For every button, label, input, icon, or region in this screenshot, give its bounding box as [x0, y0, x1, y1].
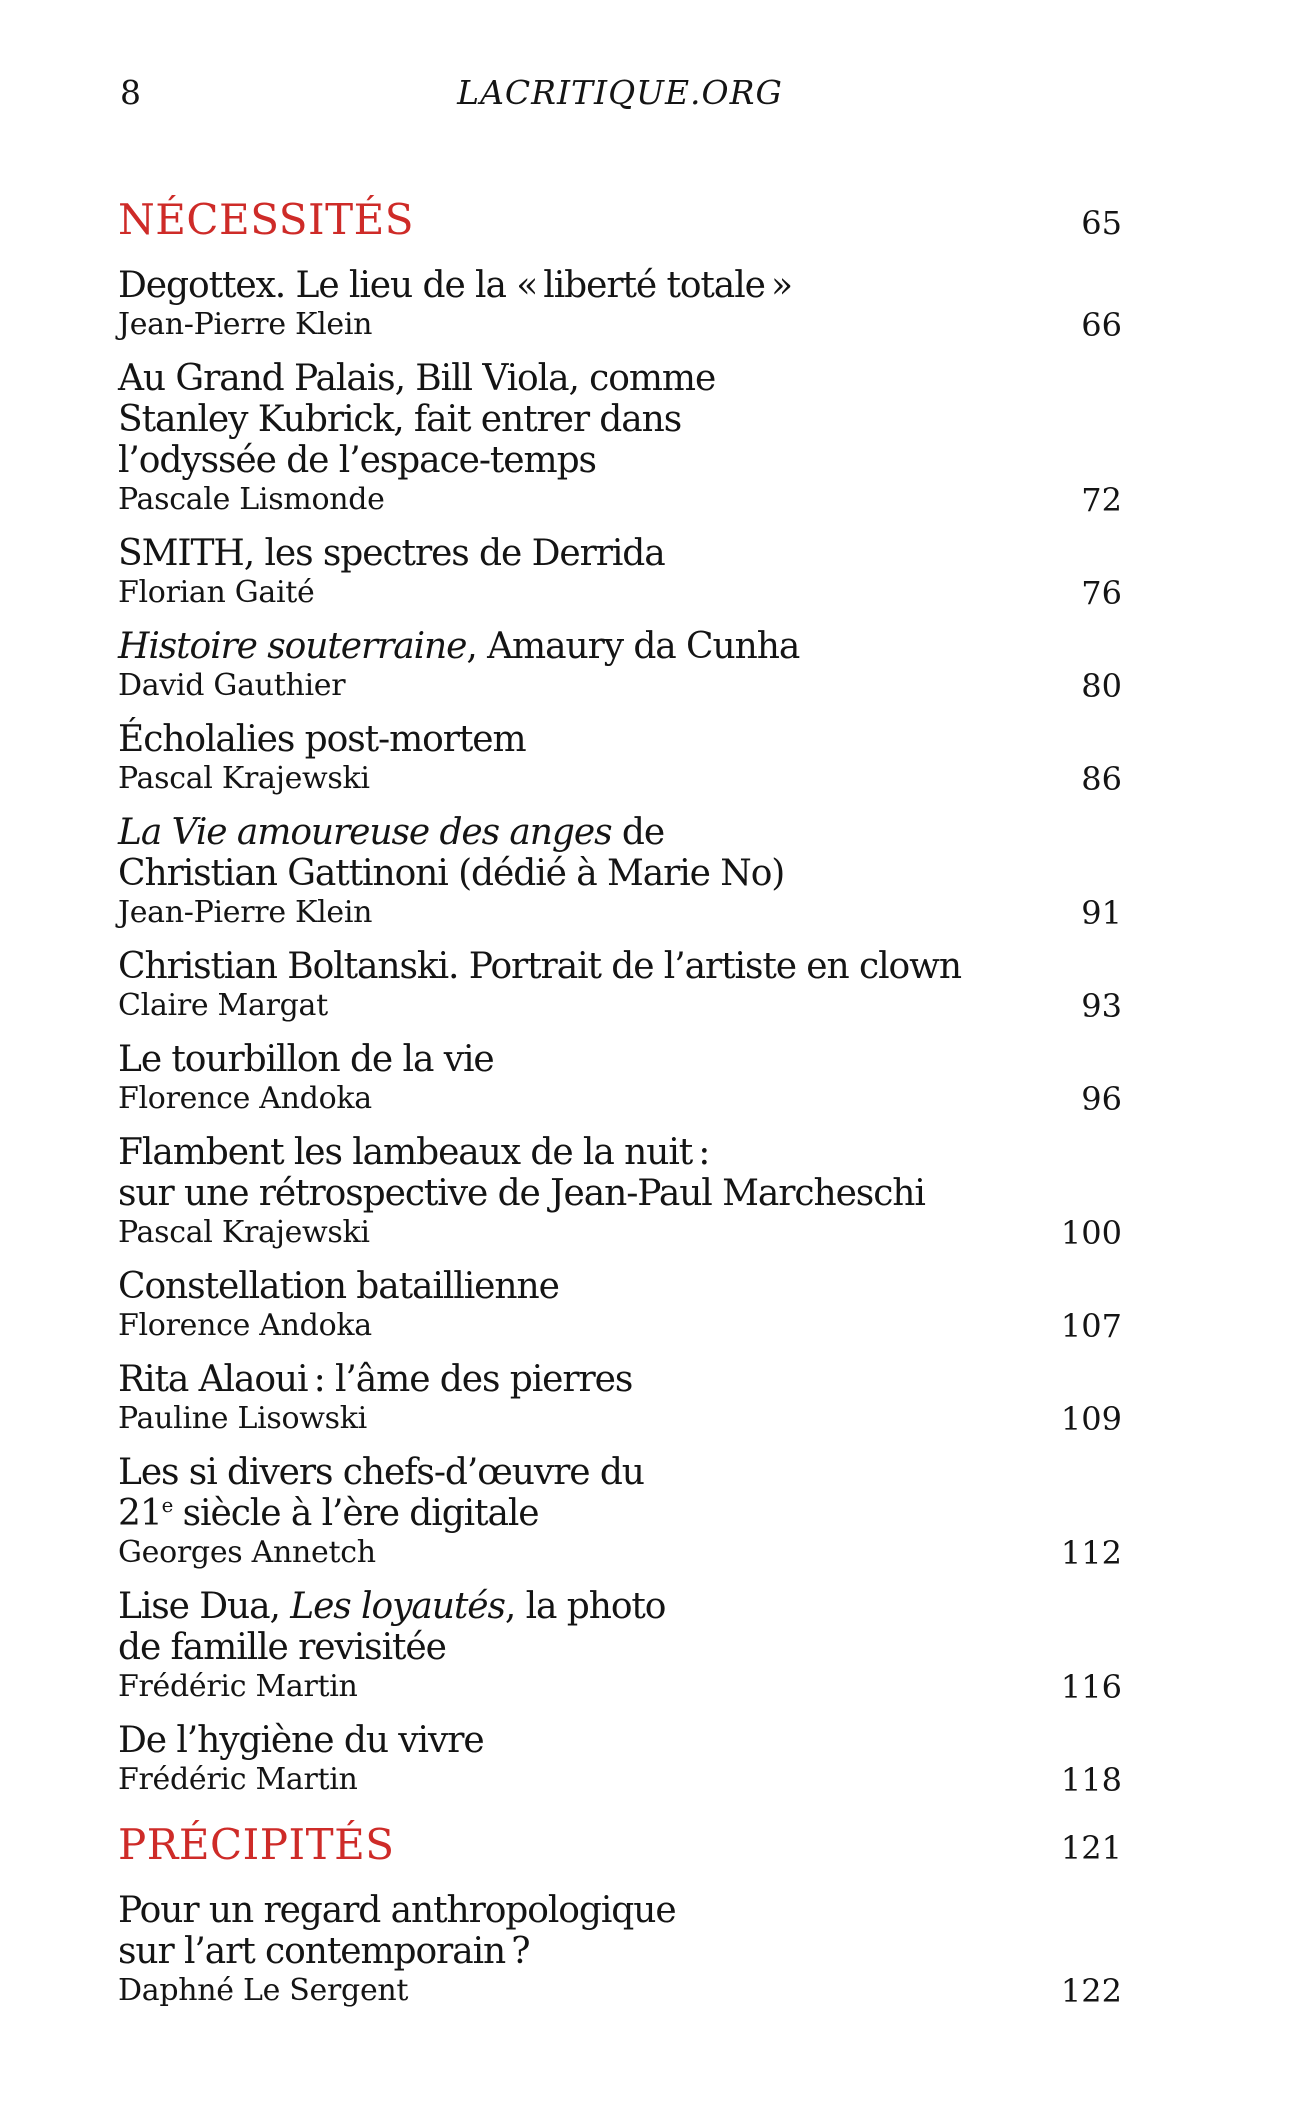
toc-entry-text: [118, 1586, 665, 1706]
toc-entry-author: Pauline Lisowski: [118, 1401, 367, 1436]
toc-entry-title: [118, 533, 665, 574]
toc-entry-text: [118, 1890, 676, 2010]
toc-entry-title: [118, 1452, 644, 1534]
entry-page-number: 96: [1081, 1080, 1122, 1118]
toc-entry-row: [118, 812, 1122, 932]
toc-entry-row: [118, 1359, 1122, 1438]
toc-entry-title-line: Degottex. Le lieu de la « liberté totale »: [118, 265, 792, 306]
toc-entry-text: [118, 1039, 494, 1118]
toc-entry-title-line: Les si divers chefs-d’œuvre du: [118, 1452, 644, 1493]
section-heading: PRÉCIPITÉS: [118, 1820, 395, 1869]
toc-entry-title: [118, 946, 961, 987]
toc-entry-title: [118, 1890, 676, 1972]
toc-entry-author: David Gauthier: [118, 668, 346, 703]
entry-page-number: 66: [1081, 306, 1122, 344]
toc-entry-title: [118, 1586, 665, 1668]
section-page-number: 121: [1060, 1829, 1122, 1867]
toc-entry-author: Florence Andoka: [118, 1081, 372, 1116]
toc-entry-author: Jean-Pierre Klein: [118, 895, 373, 930]
toc-entry-title-line: Constellation bataillienne: [118, 1266, 559, 1307]
toc-entry-author: Georges Annetch: [118, 1535, 376, 1570]
toc-entry-author: Daphné Le Sergent: [118, 1973, 409, 2008]
toc-entry-title-line: Histoire souterraine, Amaury da Cunha: [118, 626, 800, 667]
toc-entry-title-line: La Vie amoureuse des anges de: [118, 812, 665, 853]
entry-page-number: 109: [1060, 1400, 1122, 1438]
toc-entry-author: Florence Andoka: [118, 1308, 372, 1343]
folio-page-number: 8: [120, 73, 141, 112]
toc-entry-title-line: 21e siècle à l’ère digitale: [118, 1493, 539, 1534]
toc-entry-title-line: Christian Gattinoni (dédié à Marie No): [118, 853, 785, 894]
toc-entry-row: [118, 1039, 1122, 1118]
toc-entry-author: Claire Margat: [118, 988, 328, 1023]
toc-entry-text: [118, 946, 961, 1025]
section-page-number: 65: [1081, 204, 1122, 242]
toc-entry-text: [118, 812, 784, 932]
toc-entry-author: Frédéric Martin: [118, 1669, 358, 1704]
toc-entry-title: [118, 719, 526, 760]
toc-entry-title: [118, 1266, 559, 1307]
entry-page-number: 76: [1081, 574, 1122, 612]
toc-entry-title-line: Christian Boltanski. Portrait de l’artiste en clown: [118, 946, 961, 987]
toc-entry-title-line: Lise Dua, Les loyautés, la photo: [118, 1586, 666, 1627]
section-heading: NÉCESSITÉS: [118, 195, 415, 244]
toc-entry-text: [118, 1720, 484, 1799]
toc-entry-title-line: Au Grand Palais, Bill Viola, comme: [118, 358, 716, 399]
toc-entry-title-line: Écholalies post-mortem: [118, 719, 526, 760]
toc-entry-text: [118, 1266, 559, 1345]
toc-entry-row: [118, 265, 1122, 344]
toc-entry-row: [118, 1132, 1122, 1252]
toc-entry-title-line: De l’hygiène du vivre: [118, 1720, 484, 1761]
toc-entry-author: Florian Gaité: [118, 575, 315, 610]
toc-entry-row: [118, 533, 1122, 612]
entry-page-number: 91: [1081, 894, 1122, 932]
entry-page-number: 80: [1081, 667, 1122, 705]
toc-section-row: [118, 196, 1122, 247]
toc-entry-author: Frédéric Martin: [118, 1762, 358, 1797]
entry-page-number: 72: [1081, 481, 1122, 519]
toc-entry-row: [118, 1890, 1122, 2010]
toc-entry-text: [118, 626, 799, 705]
toc-entry-title-line: Pour un regard anthropologique: [118, 1890, 676, 1931]
toc-entry-text: [118, 1132, 925, 1252]
entry-page-number: 100: [1060, 1214, 1122, 1252]
toc-entry-text: [118, 533, 665, 612]
table-of-contents: [118, 196, 1122, 2010]
toc-entry-title: [118, 1132, 925, 1214]
toc-entry-row: [118, 1266, 1122, 1345]
toc-entry-title-line: Flambent les lambeaux de la nuit :: [118, 1132, 710, 1173]
toc-entry-title: [118, 812, 784, 894]
toc-entry-title-line: sur l’art contemporain ?: [118, 1931, 530, 1972]
running-head-title: LACRITIQUE.ORG: [457, 73, 783, 112]
toc-entry-title: [118, 626, 799, 667]
toc-entry-text: [118, 265, 792, 344]
toc-entry-title-line: l’odyssée de l’espace-temps: [118, 440, 596, 481]
toc-entry-row: [118, 1586, 1122, 1706]
toc-entry-text: [118, 358, 715, 519]
toc-entry-row: [118, 946, 1122, 1025]
entry-page-number: 107: [1060, 1307, 1122, 1345]
toc-entry-row: [118, 1452, 1122, 1572]
toc-entry-author: Pascale Lismonde: [118, 482, 385, 517]
toc-entry-row: [118, 1720, 1122, 1799]
entry-page-number: 122: [1060, 1972, 1122, 2010]
toc-entry-text: [118, 1452, 644, 1572]
toc-entry-title: [118, 265, 792, 306]
entry-page-number: 93: [1081, 987, 1122, 1025]
toc-entry-row: [118, 626, 1122, 705]
entry-page-number: 112: [1060, 1534, 1122, 1572]
toc-entry-title: [118, 1720, 484, 1761]
toc-entry-title: [118, 1359, 632, 1400]
toc-entry-title-line: Rita Alaoui : l’âme des pierres: [118, 1359, 633, 1400]
toc-section-row: [118, 1821, 1122, 1872]
toc-entry-author: Pascal Krajewski: [118, 1215, 370, 1250]
toc-entry-text: [118, 1359, 632, 1438]
toc-entry-author: Jean-Pierre Klein: [118, 307, 373, 342]
toc-entry-title-line: sur une rétrospective de Jean-Paul Marcheschi: [118, 1173, 925, 1214]
entry-page-number: 86: [1081, 760, 1122, 798]
toc-entry-title-line: de famille revisitée: [118, 1627, 446, 1668]
toc-entry-title: [118, 1039, 494, 1080]
page-header: [118, 70, 1122, 116]
toc-entry-row: [118, 358, 1122, 519]
toc-entry-row: [118, 719, 1122, 798]
toc-entry-title: [118, 358, 715, 481]
entry-page-number: 116: [1060, 1668, 1122, 1706]
entry-page-number: 118: [1060, 1761, 1122, 1799]
toc-entry-author: Pascal Krajewski: [118, 761, 370, 796]
toc-entry-title-line: Le tourbillon de la vie: [118, 1039, 494, 1080]
toc-entry-title-line: SMITH, les spectres de Derrida: [118, 533, 665, 574]
toc-entry-text: [118, 719, 526, 798]
toc-entry-title-line: Stanley Kubrick, fait entrer dans: [118, 399, 682, 440]
